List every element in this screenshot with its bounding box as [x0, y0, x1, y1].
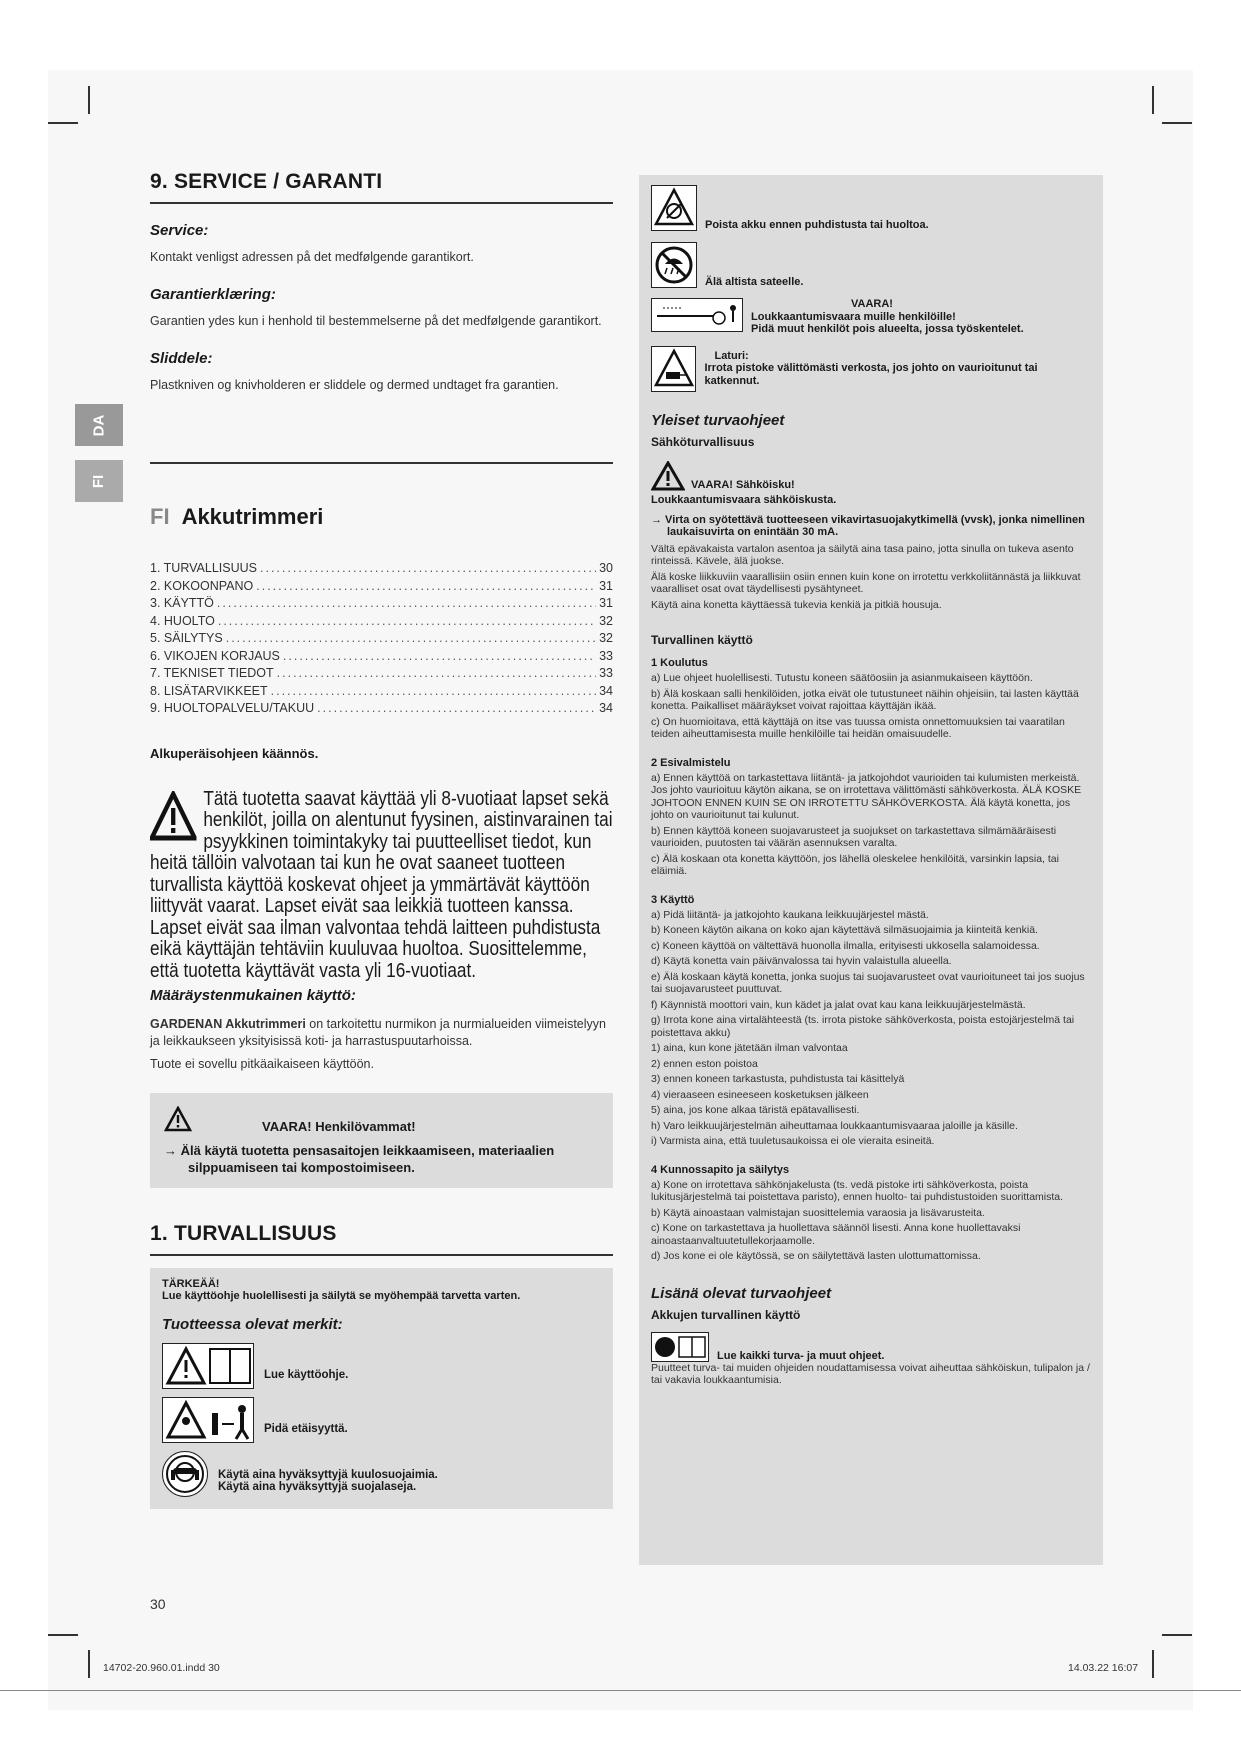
shock-subheading: Loukkaantumisvaara sähköiskusta. — [651, 493, 837, 506]
charger-icon — [651, 346, 696, 392]
electrical-paragraph: Käytä aina konetta käyttäessä tukevia kenkiä ja pitkiä housuja. — [651, 598, 942, 611]
service-title: 9. SERVICE / GARANTI — [150, 170, 613, 204]
print-date: 14.03.22 16:07 — [1068, 1662, 1139, 1674]
keep-distance-icon — [162, 1397, 254, 1443]
toc-entry[interactable] — [150, 613, 613, 631]
maintenance-heading: 4 Kunnossapito ja säilytys — [651, 1163, 790, 1176]
operation-list — [651, 909, 1091, 1148]
list-item: c) Kone on tarkastettava ja huollettava säännöl lisesti. Anna kone huollettavaksi ainoastaanvaltuutetullekorjaamolle. — [651, 1222, 1021, 1247]
original-translation-note: Alkuperäisohjeen käännös. — [150, 745, 319, 761]
safety-title: 1. TURVALLISUUS — [150, 1222, 613, 1256]
symbols-heading: Tuotteessa olevat merkit: — [162, 1315, 343, 1333]
toc-entry[interactable] — [150, 665, 613, 683]
toc-page: 32 — [599, 613, 613, 628]
general-safety-heading: Yleiset turvaohjeet — [651, 411, 785, 429]
toc-page: 31 — [599, 578, 613, 593]
toc-title: 5. SÄILYTYS — [150, 631, 223, 645]
toc-leader — [217, 595, 596, 613]
list-item: 4) vieraaseen esineeseen kosketuksen jälkeen — [651, 1088, 869, 1101]
protection-text-2: Käytä aina hyväksyttyjä suojalaseja. — [218, 1480, 417, 1493]
toc-page: 33 — [599, 666, 613, 680]
toc-title: 3. KÄYTTÖ — [150, 596, 214, 610]
guarantee-text: Garantien ydes kun i henhold til bestemmelserne på det medfølgende garantikort. — [150, 314, 602, 328]
intended-use-text: GARDENAN Akkutrimmeri on tarkoitettu nurmikon ja nurmialueiden viimeistelyyn ja leikkaukseen yksityisissä koti- ja harrastuspuutarhoissa. — [150, 1016, 606, 1048]
list-item: i) Varmista aina, että tuuletusaukoissa ei ole vieraita esineitä. — [651, 1135, 935, 1147]
crop-mark — [1162, 122, 1192, 124]
list-item: 2) ennen eston poistoa — [651, 1057, 758, 1070]
toc-entry[interactable] — [150, 630, 613, 648]
symbol-read-manual: Lue käyttöohje. — [162, 1343, 601, 1389]
symbols-box — [150, 1268, 613, 1509]
divider — [150, 462, 613, 464]
battery-safety-heading: Akkujen turvallinen käyttö — [651, 1307, 801, 1322]
bystander-heading: VAARA! — [851, 298, 893, 310]
toc-leader — [260, 560, 596, 578]
read-manual-icon — [162, 1343, 254, 1389]
wear-parts-heading: Sliddele: — [150, 350, 213, 367]
list-item: 1) aina, kun kone jätetään ilman valvontaa — [651, 1042, 848, 1054]
read-instructions-icon — [651, 1332, 709, 1362]
list-item: b) Käytä ainoastaan valmistajan suosittelemia varaosia ja lisävarusteita. — [651, 1206, 985, 1219]
toc-page: 32 — [599, 631, 613, 645]
crop-mark — [88, 1650, 90, 1678]
rcd-instruction: → Virta on syötettävä tuotteeseen vikavirtasuojakytkimellä (vvsk), jonka nimellinen laukaisuvirta on enintään 30 mA. — [651, 513, 1085, 538]
crop-mark — [88, 86, 90, 114]
crop-mark — [1152, 86, 1154, 114]
right-column — [639, 175, 1103, 1565]
toc-leader — [226, 630, 596, 648]
important-heading: TÄRKEÄÄ! — [162, 1277, 220, 1290]
toc-leader — [283, 648, 596, 666]
electrical-paragraph: Vältä epävakaista vartalon asentoa ja säilytä aina tasa paino, jotta sinulla on tukeva asento rinteissä. Kävele, älä juokse. — [651, 542, 1074, 567]
list-item: a) Kone on irrotettava sähkönjakelusta (ts. vedä pistoke irti sähköverkosta, poista lukitusjärjestelmä tai poistettava paristo), ennen huolto- tai puhdistustoiden suorittamista. — [651, 1178, 1064, 1203]
preparation-list — [651, 772, 1091, 878]
danger-heading: VAARA! Henkilövammat! — [262, 1118, 416, 1134]
toc-leader — [271, 683, 596, 701]
toc-page: 33 — [599, 648, 613, 663]
toc-leader — [256, 578, 596, 596]
toc-entry[interactable] — [150, 578, 613, 596]
list-item: d) Jos kone ei ole käytössä, se on säilytettävä lasten ulottumattomissa. — [651, 1250, 981, 1262]
remove-battery-icon — [651, 185, 697, 231]
page-edge-line — [0, 1690, 1241, 1691]
safe-use-heading: Turvallinen käyttö — [651, 633, 753, 647]
list-item: 5) aina, jos kone alkaa täristä epätavallisesti. — [651, 1104, 860, 1116]
electrical-safety-heading: Sähköturvallisuus — [651, 434, 755, 449]
toc-leader — [317, 700, 596, 718]
ear-eye-protection-icon — [162, 1451, 208, 1497]
toc-entry[interactable] — [150, 700, 613, 718]
toc-page: 34 — [599, 683, 613, 698]
crop-mark — [1152, 1650, 1154, 1678]
warning-triangle-icon — [164, 1106, 192, 1132]
crop-mark — [48, 1634, 78, 1636]
toc-title: 2. KOKOONPANO — [150, 578, 254, 593]
toc-entry[interactable] — [150, 648, 613, 666]
left-column — [150, 170, 613, 1509]
symbol-no-rain: Älä altista sateelle. — [651, 242, 1091, 289]
symbol-remove-battery: Poista akku ennen puhdistusta tai huoltoa. — [651, 185, 1091, 232]
list-item: e) Älä koskaan käytä konetta, jonka suojus tai suojavarusteet ovat vaurioituneet tai jos suojus tai suojavarusteet puuttuvat. — [651, 970, 1085, 995]
toc-leader — [218, 613, 596, 631]
service-heading: Service: — [150, 222, 209, 239]
toc-leader — [277, 665, 596, 683]
toc-page: 30 — [599, 561, 613, 575]
maintenance-list — [651, 1179, 1091, 1263]
table-of-contents — [150, 560, 613, 718]
protection-text-1: Käytä aina hyväksyttyjä kuulosuojaimia. — [218, 1468, 438, 1481]
list-item: c) On huomioitava, että käyttäjä on itse vas tuussa omista onnettomuuksien tai vaaratilan teiden aiheuttamisesta muille henkilöille tai heidän omaisuudelle. — [651, 715, 1065, 740]
toc-page: 34 — [599, 701, 613, 715]
toc-title: 4. HUOLTO — [150, 613, 215, 628]
training-heading: 1 Koulutus — [651, 657, 708, 669]
wear-parts-text: Plastkniven og knivholderen er sliddele og dermed undtaget fra garantien. — [150, 378, 559, 392]
danger-instruction: → Älä käytä tuotetta pensasaitojen leikkaamiseen, materiaalien silppuamiseen tai kompostoimiseen. — [164, 1142, 555, 1175]
toc-page: 31 — [599, 596, 613, 610]
page-number: 30 — [150, 1596, 166, 1612]
electrical-paragraph: Älä koske liikkuviin vaarallisiin osiin ennen kuin kone on irrotettu verkkoliitännästä ja liikkuvat vaaralliset osat ovat täydellisesti pysähtyneet. — [651, 570, 1081, 595]
important-text: Lue käyttöohje huolellisesti ja säilytä se myöhempää tarvetta varten. — [162, 1289, 521, 1302]
list-item: b) Koneen käytön aikana on koko ajan käytettävä silmäsuojaimia ja kiinteitä kenkiä. — [651, 924, 1038, 936]
file-name: 14702-20.960.01.indd 30 — [103, 1662, 220, 1674]
list-item: c) Koneen käyttöä on vältettävä huonolla ilmalla, erityisesti ukkosella salamoidessa. — [651, 939, 1040, 952]
toc-entry[interactable] — [150, 683, 613, 701]
symbol-protection — [162, 1451, 601, 1497]
symbol-bystanders: VAARA! Loukkaantumisvaara muille henkilöille! Pidä muut henkilöt pois alueelta, jossa työskentelet. — [651, 298, 1091, 336]
list-item: c) Älä koskaan ota konetta käyttöön, jos lähellä oleskelee henkilöitä, varsinkin lapsia, tai eläimiä. — [651, 852, 1059, 877]
read-all-instructions: Lue kaikki turva- ja muut ohjeet. — [651, 1332, 1091, 1362]
tab-fi[interactable]: FI — [75, 460, 123, 502]
operation-heading: 3 Käyttö — [651, 893, 695, 906]
list-item: h) Varo leikkuujärjestelmän aiheuttamaa loukkaantumisvaaraa jaloille ja käsille. — [651, 1119, 1018, 1132]
list-item: a) Pidä liitäntä- ja jatkojohto kaukana leikkuujärjestel mästä. — [651, 908, 929, 921]
additional-safety-heading: Lisänä olevat turvaohjeet — [651, 1284, 832, 1302]
toc-title: 1. TURVALLISUUS — [150, 561, 257, 575]
list-item: g) Irrota kone aina virtalähteestä (ts. irrota pistoke sähköverkosta, poista estojärjestelmä tai poistettava akku) — [651, 1014, 1075, 1039]
danger-box — [150, 1093, 613, 1188]
toc-entry[interactable] — [150, 560, 613, 578]
preparation-heading: 2 Esivalmistelu — [651, 756, 731, 769]
intended-use-heading: Määräystenmukainen käyttö: — [150, 986, 356, 1004]
shock-warning: VAARA! Sähköisku! — [651, 461, 1091, 491]
child-warning: Tätä tuotetta saavat käyttää yli 8-vuotiaat lapset sekä henkilöt, joilla on alentunut fyysinen, aistinvarainen tai psyykkinen toimintakyky tai puutteelliset tiedot, kun heitä tällöin valvotaan tai kun he ovat saaneet tuotteen turvallista käyttöä koskevat ohjeet ja ymmärtävät käyttöön liittyvät vaarat. Lapset eivät saa leikkiä tuotteen kanssa. Lapset eivät saa ilman valvontaa tehdä laitteen puhdistusta eikä käyttäjän tehtäviin kuuluvaa huoltoa. Suosittelemme, että tuotetta käyttävät vasta yli 16-vuotiaat. — [150, 787, 613, 982]
list-item: b) Älä koskaan salli henkilöiden, jotka eivät ole tutustuneet näihin ohjeisiin, tai lasten käyttää konetta. Paikalliset määräykset voivat rajoittaa käyttäjän ikää. — [651, 687, 1079, 712]
list-item: d) Käytä konetta vain päivänvalossa tai hyvin valaistulla alueella. — [651, 955, 952, 967]
language-code: FI — [150, 504, 170, 529]
read-all-text: Puutteet turva- tai muiden ohjeiden noudattamisessa voivat aiheuttaa sähköiskun, tulipalon ja / tai vakavia loukkaantumisia. — [651, 1361, 1090, 1386]
toc-title: 9. HUOLTOPALVELU/TAKUU — [150, 701, 315, 715]
warning-triangle-icon — [651, 461, 685, 491]
toc-title: 8. LISÄTARVIKKEET — [150, 683, 268, 698]
toc-title: 6. VIKOJEN KORJAUS — [150, 648, 280, 663]
no-rain-icon — [651, 242, 697, 288]
product-title: Akkutrimmeri — [181, 504, 324, 529]
symbol-charger: Laturi: Irrota pistoke välittömästi verkosta, jos johto on vaurioitunut tai katkennut. — [651, 346, 1091, 392]
fi-title — [150, 504, 613, 530]
intended-use-text-2: Tuote ei sovellu pitkäaikaiseen käyttöön. — [150, 1056, 374, 1071]
toc-entry[interactable] — [150, 595, 613, 613]
crop-mark — [48, 122, 78, 124]
toc-title: 7. TEKNISET TIEDOT — [150, 666, 274, 680]
tab-da[interactable]: DA — [75, 404, 123, 446]
guarantee-heading: Garantierklæring: — [150, 286, 276, 303]
warning-triangle-icon — [150, 791, 196, 841]
list-item: f) Käynnistä moottori vain, kun kädet ja jalat ovat kau kana leikkuujärjestelmästä. — [651, 998, 1026, 1011]
list-item: b) Ennen käyttöä koneen suojavarusteet ja suojukset on tarkastettava silmämääräisesti vaurioiden, puutosten tai väärän asennuksen varalta. — [651, 824, 1057, 849]
list-item: a) Lue ohjeet huolellisesti. Tutustu koneen säätöosiin ja asianmukaiseen käyttöön. — [651, 672, 1033, 684]
list-item: a) Ennen käyttöä on tarkastettava liitäntä- ja jatkojohdot vaurioiden tai kulumisten merkeistä. Jos johto vaurioituu käytön aikana, se on irrotettava välittömästi sähköverkosta. ÄLÄ KOSKE JOHTOON ENNEN KUIN SE ON IRROTETTU SÄHKÖVERKOSTA. Älä käytä konetta, jos johto on vaurioitunut tai kulunut. — [651, 771, 1082, 821]
symbol-keep-distance: Pidä etäisyyttä. — [162, 1397, 601, 1443]
training-list — [651, 672, 1091, 741]
crop-mark — [1162, 1634, 1192, 1636]
bystander-danger-icon — [651, 298, 743, 332]
list-item: 3) ennen koneen tarkastusta, puhdistusta tai käsittelyä — [651, 1073, 905, 1085]
service-text: Kontakt venligst adressen på det medfølgende garantikort. — [150, 250, 474, 264]
